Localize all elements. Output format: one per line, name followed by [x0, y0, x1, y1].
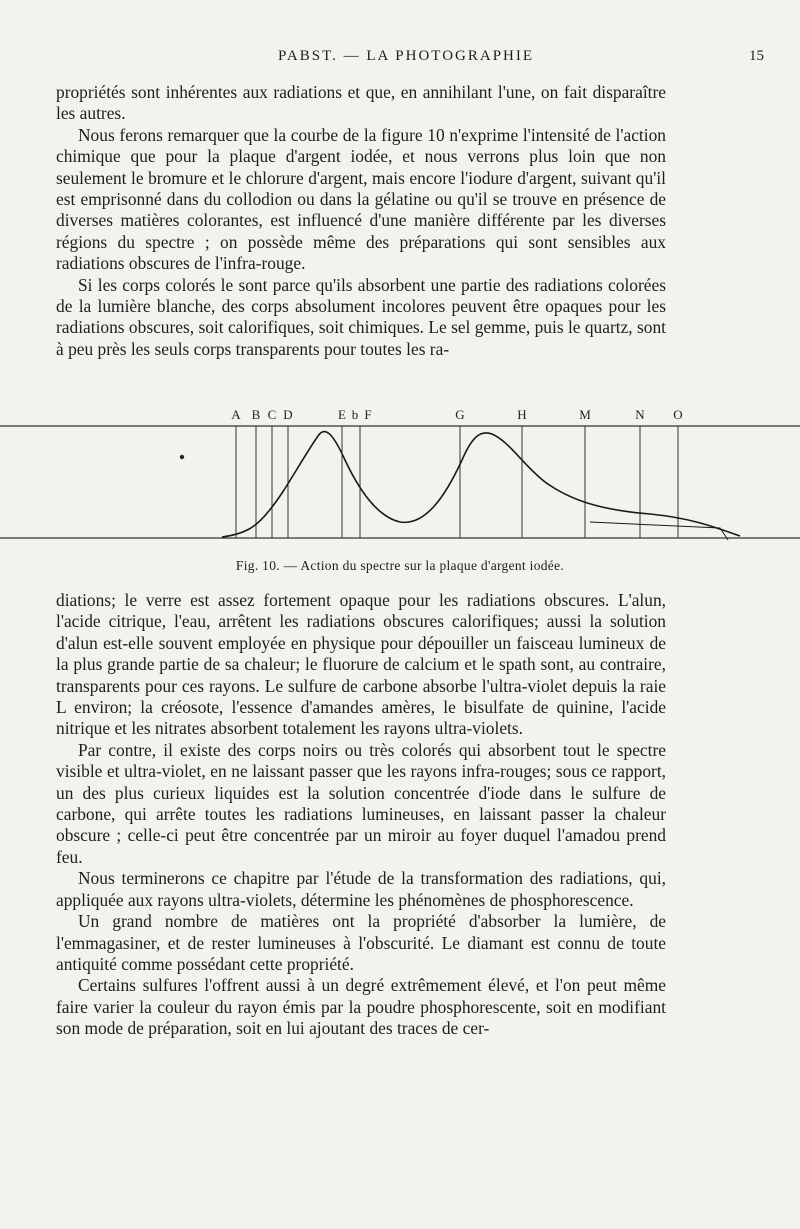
spectral-label-B: B [251, 407, 261, 422]
spectral-label-b: b [351, 407, 359, 422]
intensity-curve [222, 432, 740, 537]
spectral-label-A: A [231, 407, 241, 422]
spectral-label-M: M [579, 407, 591, 422]
figure-caption: Fig. 10. — Action du spectre sur la plaque d'argent iodée. [235, 558, 565, 573]
spectrum-diagram [0, 402, 800, 552]
spectral-label-O: O [673, 407, 683, 422]
text-block-bottom [56, 590, 666, 1040]
spectral-line-markers [236, 426, 678, 538]
paragraph: diations; le verre est assez fortement opaque pour les radiations obscures. L'alun, l'acide citrique, l'eau, arrêtent les radiations obscures calorifiques; aussi la solution d'alun est-elle souvent employée en physique pour dépouiller un faisceau lumineux de la plus grande partie de sa chaleur; le fluorure de calcium et le spath sont, au contraire, transparents pour ces rayons. Le sulfure de carbone absorbe l'ultra-violet depuis la raie L environ; la créosote, l'essence d'amandes amères, le bisulfate de quinine, l'acide nitrique et les nitrates absorbent totalement les rayons ultra-violets. [56, 590, 666, 739]
spectral-label-E: E [338, 407, 346, 422]
ink-dot [180, 455, 184, 459]
spectral-line-labels [231, 407, 682, 422]
page-header [56, 48, 764, 70]
paragraph: Nous terminerons ce chapitre par l'étude de la transformation des radiations, qui, appliquée aux rayons ultra-violets, détermine les phénomènes de phosphorescence. [56, 868, 666, 910]
paragraph: Un grand nombre de matières ont la propriété d'absorber la lumière, de l'emmagasiner, et de rester lumineuses à l'obscurité. Le diamant est connu de toute antiquité comme possédant cette propriété. [56, 911, 666, 974]
paragraph: Par contre, il existe des corps noirs ou très colorés qui absorbent tout le spectre visible et ultra-violet, en ne laissant passer que les rayons infra-rouges; sous ce rapport, un des plus curieux liquides est la solution concentrée d'iode dans le sulfure de carbone, qui arrête toutes les radiations lumineuses, en laissant passer la chaleur obscure ; celle-ci peut être concentrée par un miroir au foyer duquel l'amadou prend feu. [56, 739, 666, 867]
figure-10 [0, 402, 800, 552]
paragraph: Nous ferons remarquer que la courbe de la figure 10 n'exprime l'intensité de l'action chimique que pour la plaque d'argent iodée, et nous verrons plus loin que non seulement le bromure et le chlorure d'argent, mais encore l'iodure d'argent, suivant qu'il est emprisonné dans du collodion ou dans la gélatine ou qu'il se trouve en présence de diverses matières colorantes, est influencé d'une manière différente par les diverses régions du spectre ; on possède même des préparations qui sont sensibles aux radiations obscures de l'infra-rouge. [56, 124, 666, 274]
spectral-label-D: D [283, 407, 293, 422]
spectral-label-G: G [455, 407, 465, 422]
text-block-top [56, 82, 666, 360]
paragraph: propriétés sont inhérentes aux radiations et que, en annihilant l'une, on fait disparaître les autres. [56, 82, 666, 124]
running-title: PABST. — LA PHOTOGRAPHIE [277, 48, 535, 64]
spectral-label-F: F [364, 407, 372, 422]
page-number: 15 [749, 48, 764, 64]
spectral-label-C: C [267, 407, 277, 422]
spectral-label-H: H [517, 407, 527, 422]
spectral-label-N: N [635, 407, 645, 422]
paragraph: Si les corps colorés le sont parce qu'ils absorbent une partie des radiations colorées de la lumière blanche, des corps absolument incolores peuvent être opaques pour les radiations obscures, soit calorifiques, soit chimiques. Le sel gemme, puis le quartz, sont à peu près les seuls corps transparents pour toutes les ra- [56, 274, 666, 359]
paragraph: Certains sulfures l'offrent aussi à un degré extrêmement élevé, et l'on peut même faire varier la couleur du rayon émis par la poudre phosphorescente, soit en modifiant son mode de préparation, soit en lui ajoutant des traces de cer- [56, 975, 666, 1039]
